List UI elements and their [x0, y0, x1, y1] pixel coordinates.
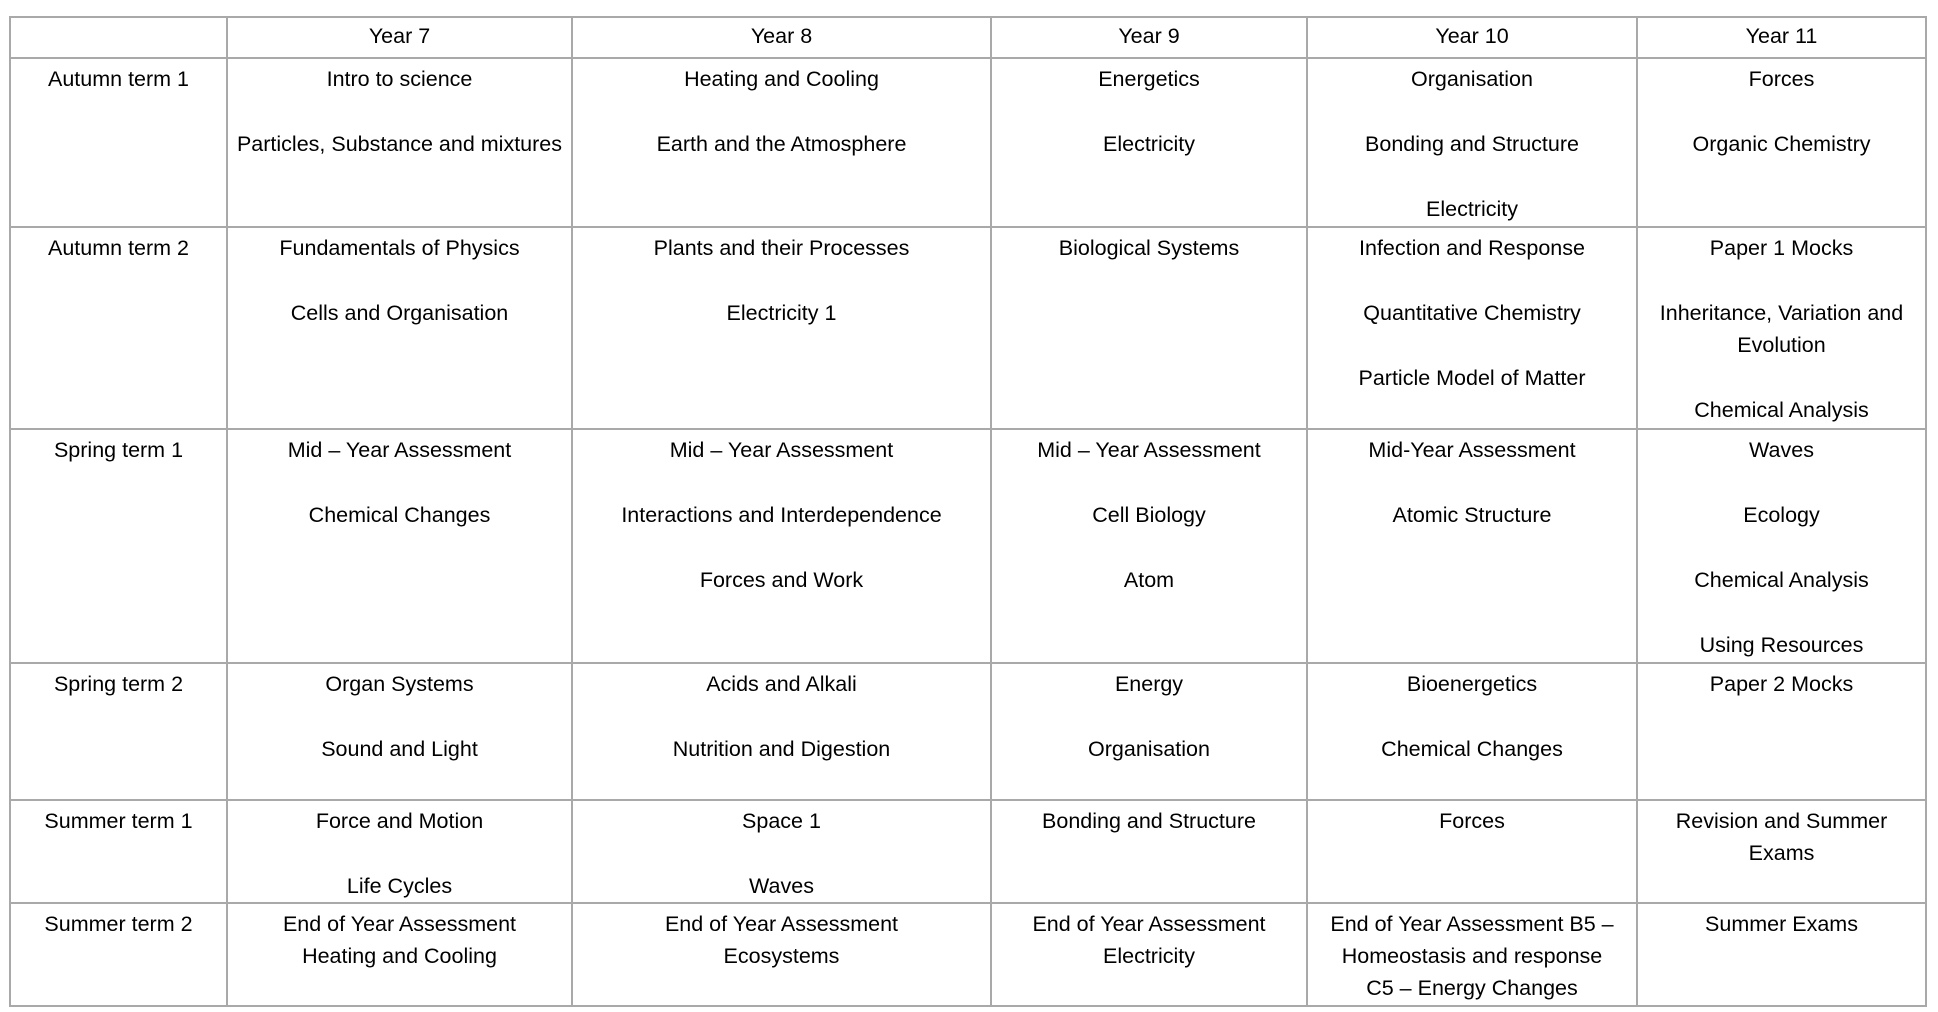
topic: Bonding and Structure [1365, 132, 1579, 156]
topic: Cells and Organisation [290, 301, 509, 325]
column-header-year-8: Year 8 [572, 17, 991, 58]
topic: Quantitative Chemistry [1363, 301, 1581, 325]
cell-year-9 [991, 903, 1307, 1006]
column-header-year-9: Year 9 [991, 17, 1307, 58]
table-row [10, 903, 1926, 1006]
topic: Forces [1748, 67, 1815, 91]
cell-year-10 [1307, 429, 1637, 663]
row-header-term: Spring term 2 [10, 663, 227, 800]
topic: Organisation [1088, 737, 1210, 761]
topic: Life Cycles [346, 874, 453, 898]
topic: Plants and their Processes [653, 236, 910, 260]
topic: Heating and Cooling [684, 67, 879, 91]
cell-year-7 [227, 58, 572, 227]
row-header-term: Summer term 1 [10, 800, 227, 903]
cell-year-8 [572, 58, 991, 227]
table-row [10, 663, 1926, 800]
topic: Forces and Work [699, 568, 864, 592]
topic: Energetics [1098, 67, 1200, 91]
cell-year-9 [991, 663, 1307, 800]
topic: Using Resources [1699, 633, 1864, 657]
topic: Chemical Changes [308, 503, 491, 527]
topic: Particle Model of Matter [1358, 366, 1586, 390]
topic: Paper 2 Mocks [1709, 672, 1854, 696]
cell-year-10 [1307, 903, 1637, 1006]
topic: Acids and Alkali [706, 672, 857, 696]
cell-year-11 [1637, 663, 1926, 800]
topic: Mid-Year Assessment [1368, 438, 1576, 462]
cell-year-10 [1307, 800, 1637, 903]
cell-year-10 [1307, 663, 1637, 800]
table-row [10, 227, 1926, 429]
cell-year-9 [991, 227, 1307, 429]
cell-year-8 [572, 227, 991, 429]
topic: C5 – Energy Changes [1366, 976, 1578, 1000]
cell-year-7 [227, 663, 572, 800]
topic: End of Year Assessment [664, 912, 899, 936]
topic: Biological Systems [1058, 236, 1240, 260]
topic: Nutrition and Digestion [672, 737, 891, 761]
topic: Waves [1749, 438, 1814, 462]
topic: Organisation [1411, 67, 1533, 91]
cell-year-7 [227, 800, 572, 903]
cell-year-8 [572, 800, 991, 903]
topic: Electricity 1 [726, 301, 837, 325]
cell-year-7 [227, 227, 572, 429]
topic: Electricity [1103, 132, 1195, 156]
topic: Mid – Year Assessment [1037, 438, 1261, 462]
topic: Intro to science [326, 67, 473, 91]
topic: Forces [1439, 809, 1505, 833]
cell-year-7 [227, 429, 572, 663]
topic: Bioenergetics [1406, 672, 1538, 696]
row-header-term: Autumn term 2 [10, 227, 227, 429]
topic: Ecology [1743, 503, 1820, 527]
column-header-year-7: Year 7 [227, 17, 572, 58]
topic: Paper 1 Mocks [1709, 236, 1854, 260]
cell-year-11 [1637, 58, 1926, 227]
topic: Interactions and Interdependence [621, 503, 942, 527]
cell-year-11 [1637, 903, 1926, 1006]
cell-year-8 [572, 903, 991, 1006]
topic: Electricity [1103, 944, 1195, 968]
topic: Atomic Structure [1392, 503, 1552, 527]
cell-year-8 [572, 429, 991, 663]
cell-year-10 [1307, 227, 1637, 429]
topic: Ecosystems [723, 944, 840, 968]
topic: End of Year Assessment [282, 912, 517, 936]
column-header-year-10: Year 10 [1307, 17, 1637, 58]
topic: Energy [1114, 672, 1184, 696]
header-row [10, 17, 1926, 58]
topic: Waves [749, 874, 814, 898]
topic: Chemical Analysis [1694, 398, 1869, 422]
topic: Fundamentals of Physics [279, 236, 520, 260]
table-row [10, 800, 1926, 903]
cell-year-10 [1307, 58, 1637, 227]
topic: Sound and Light [321, 737, 478, 761]
topic: Organic Chemistry [1692, 132, 1871, 156]
topic: Atom [1123, 568, 1175, 592]
row-header-term: Spring term 1 [10, 429, 227, 663]
topic: End of Year Assessment [1032, 912, 1266, 936]
topic: Infection and Response [1359, 236, 1585, 260]
topic: Space 1 [742, 809, 821, 833]
topic: Particles, Substance and mixtures [236, 132, 563, 156]
topic: End of Year Assessment B5 – [1330, 912, 1614, 936]
topic: Heating and Cooling [302, 944, 497, 968]
topic: Inheritance, Variation and Evolution [1659, 301, 1904, 357]
column-header-year-11: Year 11 [1637, 17, 1926, 58]
topic: Revision and Summer Exams [1675, 809, 1888, 865]
cell-year-7 [227, 903, 572, 1006]
topic: Organ Systems [325, 672, 474, 696]
row-header-term: Autumn term 1 [10, 58, 227, 227]
table-row [10, 58, 1926, 227]
topic: Cell Biology [1092, 503, 1206, 527]
corner-cell [10, 17, 227, 58]
topic: Earth and the Atmosphere [656, 132, 907, 156]
topic: Force and Motion [315, 809, 484, 833]
cell-year-9 [991, 429, 1307, 663]
row-header-term: Summer term 2 [10, 903, 227, 1006]
table-row [10, 429, 1926, 663]
cell-year-11 [1637, 429, 1926, 663]
curriculum-table [9, 16, 1927, 1007]
topic: Chemical Analysis [1694, 568, 1869, 592]
cell-year-9 [991, 800, 1307, 903]
topic: Homeostasis and response [1341, 944, 1603, 968]
topic: Summer Exams [1705, 912, 1858, 936]
topic: Chemical Changes [1381, 737, 1563, 761]
topic: Mid – Year Assessment [287, 438, 512, 462]
cell-year-9 [991, 58, 1307, 227]
topic: Electricity [1426, 197, 1518, 221]
topic: Bonding and Structure [1042, 809, 1256, 833]
topic: Mid – Year Assessment [669, 438, 894, 462]
cell-year-11 [1637, 800, 1926, 903]
cell-year-8 [572, 663, 991, 800]
cell-year-11 [1637, 227, 1926, 429]
